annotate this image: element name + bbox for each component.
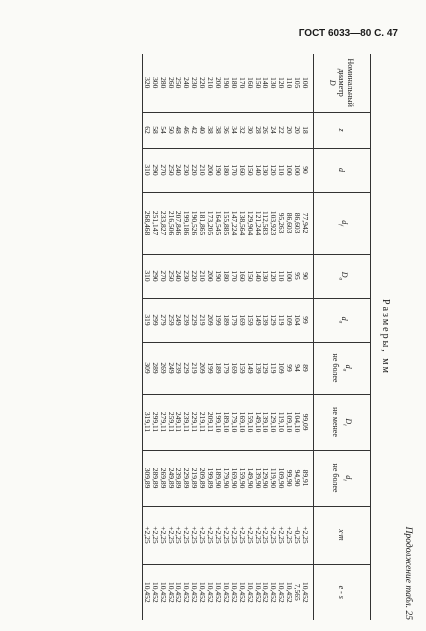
continuation-note: Продолжение табл. 25 <box>403 526 413 620</box>
column-subscript: i <box>341 424 348 426</box>
table-cell: 181,865 <box>198 192 206 254</box>
table-cell: 130 <box>269 77 279 89</box>
table-cell: 86,603 <box>285 192 293 254</box>
column-symbol: e - s <box>337 585 347 599</box>
table-cell: 239 <box>175 342 183 394</box>
table-cell: 10,452 <box>254 564 262 620</box>
table-row <box>183 54 191 620</box>
table-cell: 200 <box>206 254 214 298</box>
table-cell: +2,25 <box>285 506 293 564</box>
table-cell: 10,452 <box>206 564 214 620</box>
column-symbol: d <box>337 168 347 172</box>
table-cell: 210 <box>198 148 206 192</box>
table-cell: 130 <box>262 148 270 192</box>
table-row <box>293 54 301 620</box>
table-cell: 147,224 <box>230 192 238 254</box>
table-cell: 38 <box>214 112 222 148</box>
table-cell: 289 <box>151 342 159 394</box>
table-cell: 129,10 <box>269 394 277 450</box>
table-cell: 239,89 <box>175 450 183 506</box>
table-header <box>314 54 371 620</box>
table-cell: 140 <box>254 148 262 192</box>
table-cell: 240 <box>175 254 183 298</box>
table-cell: 150 <box>246 148 254 192</box>
table-cell: 10,452 <box>269 564 277 620</box>
table-cell: +2,25 <box>159 506 167 564</box>
table-cell: 190 <box>214 254 222 298</box>
table-cell: 251,147 <box>151 192 159 254</box>
table-cell: 10,452 <box>159 564 167 620</box>
table-cell: 260 <box>166 77 176 89</box>
column-label: не более <box>330 353 340 383</box>
table-cell: 109,90 <box>277 450 285 506</box>
table-row <box>285 54 293 620</box>
table-cell: 54 <box>159 112 167 148</box>
table-cell: 119 <box>277 298 285 342</box>
column-subscript: i <box>341 479 348 481</box>
table-cell: 26 <box>262 112 270 148</box>
table-cell: 230 <box>183 254 191 298</box>
table-row <box>254 54 262 620</box>
table-cell: 229 <box>183 342 191 394</box>
table-cell: 90 <box>301 254 313 298</box>
table-cell: 99 <box>301 298 313 342</box>
table-cell: 103,923 <box>269 192 277 254</box>
table-row <box>214 54 222 620</box>
table-row <box>175 54 183 620</box>
table-cell: 219,89 <box>190 450 198 506</box>
table-cell: 32 <box>238 112 246 148</box>
table-cell: 10,452 <box>151 564 159 620</box>
rotated-content <box>20 54 413 620</box>
column-header <box>314 54 371 112</box>
table-cell: 149,10 <box>254 394 262 450</box>
table-cell: 190,526 <box>190 192 198 254</box>
table-cell: 209,11 <box>206 394 214 450</box>
table-cell: 30 <box>246 112 254 148</box>
column-symbol: D <box>339 271 349 278</box>
table-row <box>190 54 198 620</box>
table-cell: 160 <box>238 254 246 298</box>
table-cell: 140 <box>254 254 262 298</box>
table-cell: 209 <box>198 342 206 394</box>
table-cell: 89 <box>301 342 313 394</box>
table-cell: 110 <box>285 77 295 89</box>
table-cell: 179 <box>222 342 230 394</box>
table-row <box>151 54 159 620</box>
table-cell: 10,452 <box>230 564 238 620</box>
table-cell: 149,90 <box>246 450 254 506</box>
table-row <box>142 54 150 620</box>
table-cell: 77,942 <box>301 192 313 254</box>
table-cell: 40 <box>198 112 206 148</box>
table-cell: 38 <box>206 112 214 148</box>
table-row <box>301 54 313 620</box>
table-cell: 270 <box>159 148 167 192</box>
table-row <box>206 54 214 620</box>
table-cell: 220 <box>190 148 198 192</box>
table-cell: 189 <box>214 342 222 394</box>
table-cell: 179,10 <box>230 394 238 450</box>
table-cell: 300 <box>150 77 160 89</box>
table-cell: +2,25 <box>277 506 285 564</box>
table-cell: 199 <box>214 298 222 342</box>
table-cell: 120 <box>277 77 287 89</box>
table-cell: 159,10 <box>246 394 254 450</box>
table-cell: 10,452 <box>190 564 198 620</box>
table-cell: 28 <box>254 112 262 148</box>
table-cell: 249 <box>167 342 175 394</box>
column-header <box>314 342 371 394</box>
table-cell: 269,89 <box>159 450 167 506</box>
column-header <box>314 148 371 192</box>
column-symbol: d <box>339 316 349 321</box>
table-cell: 99 <box>285 342 293 394</box>
table-body <box>142 54 313 620</box>
table-cell: 200 <box>214 77 224 89</box>
table-cell: 169 <box>238 298 246 342</box>
table-cell: 129 <box>269 298 277 342</box>
table-cell: 279,11 <box>159 394 167 450</box>
table-cell: +2,25 <box>206 506 214 564</box>
table-cell: 179 <box>230 298 238 342</box>
table-cell: 164,545 <box>214 192 222 254</box>
table-cell: +2,25 <box>183 506 191 564</box>
table-cell: 120 <box>269 148 277 192</box>
table-cell: 280 <box>158 77 168 89</box>
table-cell: 121,244 <box>254 192 262 254</box>
table-cell: 10,452 <box>262 564 270 620</box>
table-cell: +2,25 <box>238 506 246 564</box>
column-label: Номинальный диаметр <box>337 58 356 107</box>
table-cell: 119 <box>269 342 277 394</box>
column-symbol: d <box>344 475 354 480</box>
table-row <box>238 54 246 620</box>
table-cell: 95,263 <box>277 192 285 254</box>
column-subscript: a <box>337 320 344 324</box>
table-cell: 268,468 <box>142 192 150 254</box>
table-cell: 239 <box>183 298 191 342</box>
table-row <box>222 54 230 620</box>
table-cell: 220 <box>198 77 208 89</box>
table-cell: 159 <box>246 298 254 342</box>
table-cell: 249 <box>175 298 183 342</box>
table-cell: 219,11 <box>198 394 206 450</box>
table-cell: 120 <box>269 254 277 298</box>
table-row <box>246 54 254 620</box>
table-cell: +2,25 <box>151 506 159 564</box>
table-cell: 319 <box>142 298 150 342</box>
column-header <box>314 192 371 254</box>
table-cell: 180 <box>222 148 230 192</box>
table-cell: 170 <box>230 254 238 298</box>
column-label: не менее <box>330 407 340 437</box>
table-cell: 10,452 <box>238 564 246 620</box>
table-cell: 299 <box>151 298 159 342</box>
dimensions-table <box>142 54 371 620</box>
table-cell: 209,89 <box>198 450 206 506</box>
table-cell: 149 <box>254 298 262 342</box>
table-cell: 199,89 <box>206 450 214 506</box>
table-cell: 42 <box>190 112 198 148</box>
table-cell: 199,186 <box>183 192 191 254</box>
table-cell: 48 <box>175 112 183 148</box>
table-cell: +2,25 <box>198 506 206 564</box>
table-cell: 36 <box>222 112 230 148</box>
table-cell: 149 <box>246 342 254 394</box>
table-cell: 104,10 <box>293 394 301 450</box>
table-cell: 279 <box>159 298 167 342</box>
table-cell: 46 <box>183 112 191 148</box>
table-cell: 34 <box>230 112 238 148</box>
table-cell: 10,452 <box>183 564 191 620</box>
table-cell: 159,90 <box>238 450 246 506</box>
table-cell: 62 <box>142 112 150 148</box>
table-cell: 109 <box>285 298 293 342</box>
table-cell: +2,25 <box>175 506 183 564</box>
table-cell: +2,25 <box>246 506 254 564</box>
column-header <box>314 394 371 450</box>
table-cell: 249,89 <box>167 450 175 506</box>
table-cell: 104 <box>293 298 301 342</box>
table-cell: 230 <box>183 148 191 192</box>
table-cell: 95 <box>293 254 301 298</box>
table-cell: 170 <box>237 77 247 89</box>
table-cell: 309 <box>142 342 150 394</box>
table-row <box>198 54 206 620</box>
table-cell: 170 <box>230 148 238 192</box>
table-cell: 119,10 <box>277 394 285 450</box>
table-cell: 319,11 <box>142 394 150 450</box>
table-cell: 105 <box>293 77 303 89</box>
table-cell: 179,90 <box>222 450 230 506</box>
table-cell: 199,10 <box>214 394 222 450</box>
table-row <box>230 54 238 620</box>
rotated-table-area <box>20 54 413 620</box>
table-cell: 10,452 <box>277 564 285 620</box>
dimensions-title: Размеры, мм <box>380 299 391 375</box>
table-cell: 189,10 <box>222 394 230 450</box>
table-cell: 299,11 <box>151 394 159 450</box>
table-cell: 150 <box>253 77 263 89</box>
table-cell: 160 <box>245 77 255 89</box>
table-cell: +2,25 <box>262 506 270 564</box>
table-cell: 139 <box>262 298 270 342</box>
table-row <box>262 54 270 620</box>
table-row <box>269 54 277 620</box>
table-cell: 129,90 <box>262 450 270 506</box>
table-cell: 169 <box>230 342 238 394</box>
table-row <box>167 54 175 620</box>
table-cell: 259 <box>167 298 175 342</box>
column-symbol: x·m <box>337 529 347 541</box>
table-cell: 155,885 <box>222 192 230 254</box>
table-cell: 90 <box>301 148 313 192</box>
table-cell: +2,25 <box>254 506 262 564</box>
column-symbol: d <box>344 364 354 369</box>
table-cell: 230 <box>190 77 200 89</box>
table-cell: 219 <box>198 298 206 342</box>
table-cell: 139,10 <box>262 394 270 450</box>
table-cell: 159 <box>238 342 246 394</box>
table-cell: 109,10 <box>285 394 293 450</box>
table-cell: +2,25 <box>222 506 230 564</box>
table-cell: 289,89 <box>151 450 159 506</box>
table-cell: +2,25 <box>190 506 198 564</box>
table-cell: 100 <box>301 77 310 89</box>
column-header <box>314 564 371 620</box>
table-cell: 290 <box>151 148 159 192</box>
table-row <box>159 54 167 620</box>
table-cell: 259,11 <box>167 394 175 450</box>
table-cell: +2,25 <box>167 506 175 564</box>
column-header <box>314 298 371 342</box>
table-cell: 309,89 <box>142 450 150 506</box>
column-subscript: f <box>337 224 344 226</box>
column-subscript: a <box>341 368 348 372</box>
table-cell: 189,90 <box>214 450 222 506</box>
table-cell: 250 <box>167 254 175 298</box>
column-symbol: z <box>337 128 347 132</box>
table-cell: 109 <box>277 342 285 394</box>
column-symbol: D <box>344 418 354 425</box>
table-cell: 290 <box>151 254 159 298</box>
column-header <box>314 254 371 298</box>
table-cell: 270 <box>159 254 167 298</box>
table-cell: 140 <box>261 77 271 89</box>
table-cell: 86,603 <box>293 192 301 254</box>
table-cell: 94 <box>293 342 301 394</box>
table-cell: 10,452 <box>167 564 175 620</box>
column-header <box>314 112 371 148</box>
table-cell: +2,25 <box>142 506 150 564</box>
table-cell: 160 <box>238 148 246 192</box>
table-cell: 209 <box>206 298 214 342</box>
table-cell: 100 <box>285 148 293 192</box>
table-cell: 50 <box>167 112 175 148</box>
table-cell: 10,452 <box>142 564 150 620</box>
table-cell: 99,90 <box>285 450 293 506</box>
table-cell: 229,89 <box>183 450 191 506</box>
table-cell: 169,90 <box>230 450 238 506</box>
table-cell: 200 <box>206 148 214 192</box>
table-cell: 89,91 <box>301 450 313 506</box>
table-cell: 233,827 <box>159 192 167 254</box>
table-cell: 250 <box>174 77 184 89</box>
table-cell: 240 <box>182 77 192 89</box>
table-cell: 240 <box>175 148 183 192</box>
table-cell: 320 <box>142 54 150 112</box>
table-cell: 210 <box>198 254 206 298</box>
table-cell: 20 <box>285 112 293 148</box>
table-cell: 20 <box>293 112 301 148</box>
table-row <box>277 54 285 620</box>
table-cell: 139 <box>254 342 262 394</box>
page-header: ГОСТ 6033—80 С. 47 <box>298 28 398 39</box>
column-symbol: d <box>339 220 349 225</box>
table-cell: 210 <box>206 77 216 89</box>
column-subscript: a <box>337 277 344 281</box>
table-cell: 10,452 <box>175 564 183 620</box>
table-cell: 229 <box>190 298 198 342</box>
table-cell: 150 <box>246 254 254 298</box>
table-cell: 199 <box>206 342 214 394</box>
table-cell: 10,452 <box>301 564 313 620</box>
table-cell: 250 <box>167 148 175 192</box>
column-symbol: D <box>328 79 338 86</box>
table-cell: 189 <box>222 298 230 342</box>
table-cell: 220 <box>190 254 198 298</box>
table-cell: 18 <box>301 112 313 148</box>
table-cell: 100 <box>293 148 301 192</box>
table-cell: +2,25 <box>230 506 238 564</box>
table-cell: 10,452 <box>246 564 254 620</box>
table-cell: 173,205 <box>206 192 214 254</box>
table-cell: +2,25 <box>301 506 313 564</box>
table-cell: 229,11 <box>190 394 198 450</box>
table-cell: 24 <box>269 112 277 148</box>
table-cell: 99,09 <box>301 394 313 450</box>
table-cell: 190 <box>221 77 231 89</box>
table-cell: 169,10 <box>238 394 246 450</box>
table-cell: 110 <box>277 254 285 298</box>
table-cell: −0,25 <box>293 506 301 564</box>
column-header <box>314 506 371 564</box>
table-cell: 190 <box>214 148 222 192</box>
header-row <box>314 54 371 620</box>
table-cell: 129 <box>262 342 270 394</box>
table-cell: 138,564 <box>238 192 246 254</box>
table-cell: 249,11 <box>175 394 183 450</box>
table-cell: 139,90 <box>254 450 262 506</box>
table-cell: 239,11 <box>183 394 191 450</box>
table-cell: 180 <box>229 77 239 89</box>
column-header <box>314 450 371 506</box>
table-cell: 130 <box>262 254 270 298</box>
table-cell: 119,90 <box>269 450 277 506</box>
table-cell: 310 <box>142 254 150 298</box>
table-cell: 100 <box>285 254 293 298</box>
table-cell: 10,452 <box>285 564 293 620</box>
table-cell: 112,583 <box>262 192 270 254</box>
table-cell: 10,452 <box>198 564 206 620</box>
table-cell: 180 <box>222 254 230 298</box>
table-cell: 216,506 <box>167 192 175 254</box>
table-cell: 7,565 <box>293 564 301 620</box>
table-cell: 310 <box>142 148 150 192</box>
table-cell: 129,904 <box>246 192 254 254</box>
table-cell: 207,846 <box>175 192 183 254</box>
table-cell: 110 <box>277 148 285 192</box>
table-cell: +2,25 <box>214 506 222 564</box>
table-cell: 58 <box>151 112 159 148</box>
table-cell: +2,25 <box>269 506 277 564</box>
table-cell: 219 <box>190 342 198 394</box>
table-cell: 269 <box>159 342 167 394</box>
column-label: не более <box>330 463 340 493</box>
table-cell: 10,452 <box>222 564 230 620</box>
table-cell: 10,452 <box>214 564 222 620</box>
table-cell: 94,90 <box>293 450 301 506</box>
table-cell: 22 <box>277 112 285 148</box>
